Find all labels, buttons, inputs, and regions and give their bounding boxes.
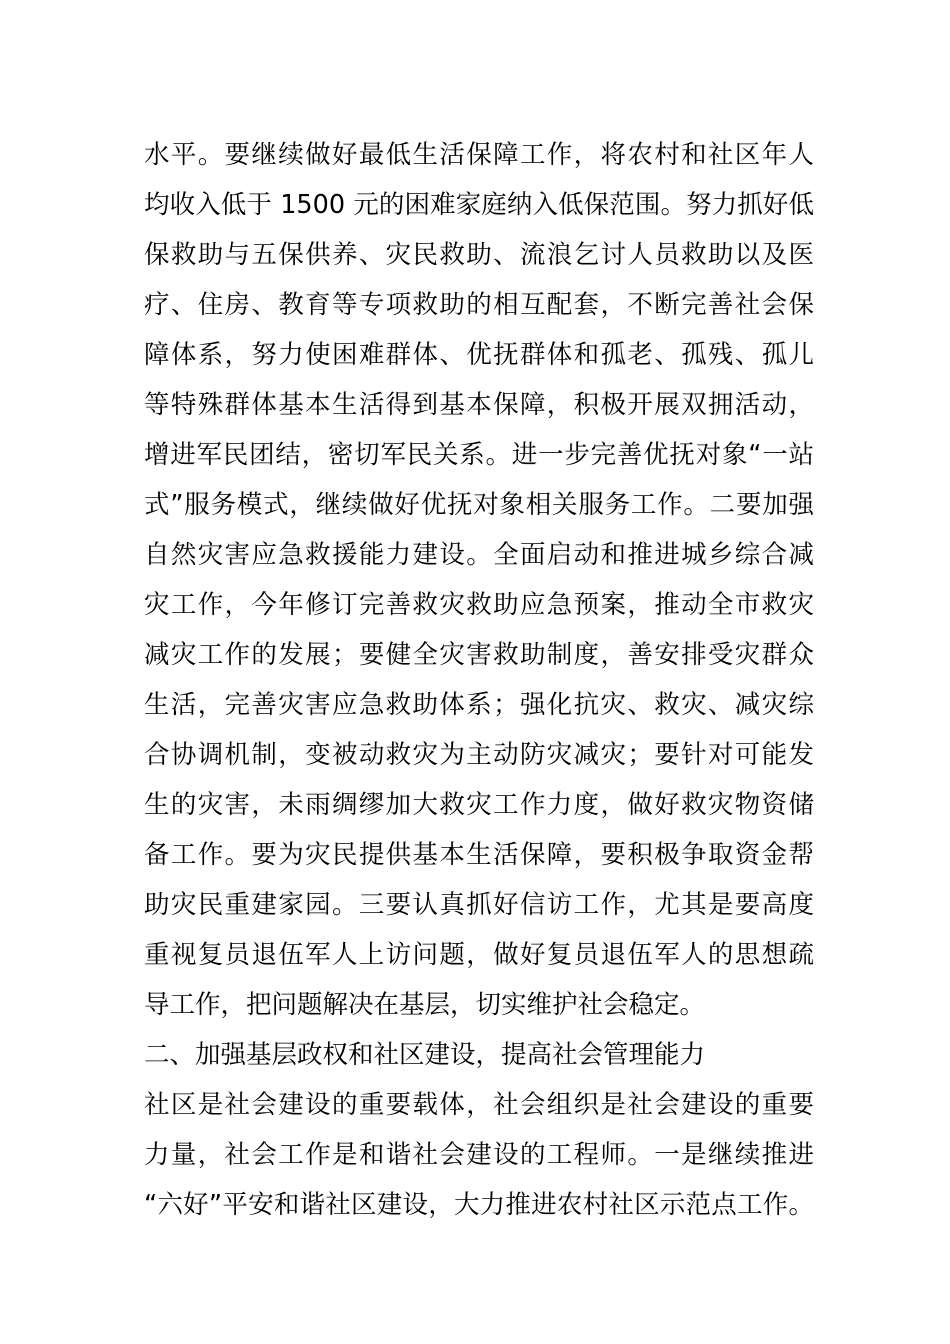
text-line: 式”服务模式，继续做好优抚对象相关服务工作。二要加强 xyxy=(144,490,814,520)
text-line: 增进军民团结，密切军民关系。进一步完善优抚对象“一站 xyxy=(144,440,814,470)
text-line: 力量，社会工作是和谐社会建设的工程师。一是继续推进 xyxy=(144,1140,814,1170)
text-line: 保救助与五保供养、灾民救助、流浪乞讨人员救助以及医 xyxy=(144,240,814,270)
text-line: 疗、住房、教育等专项救助的相互配套，不断完善社会保 xyxy=(144,290,814,320)
text-line: 均收入低于 1500 元的困难家庭纳入低保范围。努力抓好低 xyxy=(144,190,814,220)
text-line: 灾工作，今年修订完善救灾救助应急预案，推动全市救灾 xyxy=(144,590,814,620)
section-heading: 二、加强基层政权和社区建设，提高社会管理能力 xyxy=(144,1040,706,1070)
text-line: 助灾民重建家园。三要认真抓好信访工作，尤其是要高度 xyxy=(144,890,814,920)
text-line: 减灾工作的发展；要健全灾害救助制度，善安排受灾群众 xyxy=(144,640,814,670)
body-text xyxy=(144,130,814,1230)
text-line: 社区是社会建设的重要载体，社会组织是社会建设的重要 xyxy=(144,1090,814,1120)
text-line: 合协调机制，变被动救灾为主动防灾减灾；要针对可能发 xyxy=(144,740,814,770)
text-line: 导工作，把问题解决在基层，切实维护社会稳定。 xyxy=(144,990,706,1020)
text-line: 障体系，努力使困难群体、优抚群体和孤老、孤残、孤儿 xyxy=(144,340,814,370)
text-line: 等特殊群体基本生活得到基本保障，积极开展双拥活动， xyxy=(144,390,814,420)
text-line: 备工作。要为灾民提供基本生活保障，要积极争取资金帮 xyxy=(144,840,814,870)
text-line: 重视复员退伍军人上访问题，做好复员退伍军人的思想疏 xyxy=(144,940,814,970)
text-line: 水平。要继续做好最低生活保障工作，将农村和社区年人 xyxy=(144,140,814,170)
text-line: 生活，完善灾害应急救助体系；强化抗灾、救灾、减灾综 xyxy=(144,690,814,720)
text-line: 生的灾害，未雨绸缪加大救灾工作力度，做好救灾物资储 xyxy=(144,790,814,820)
text-line: “六好”平安和谐社区建设，大力推进农村社区示范点工作。 xyxy=(144,1190,814,1220)
text-line: 自然灾害应急救援能力建设。全面启动和推进城乡综合减 xyxy=(144,540,814,570)
